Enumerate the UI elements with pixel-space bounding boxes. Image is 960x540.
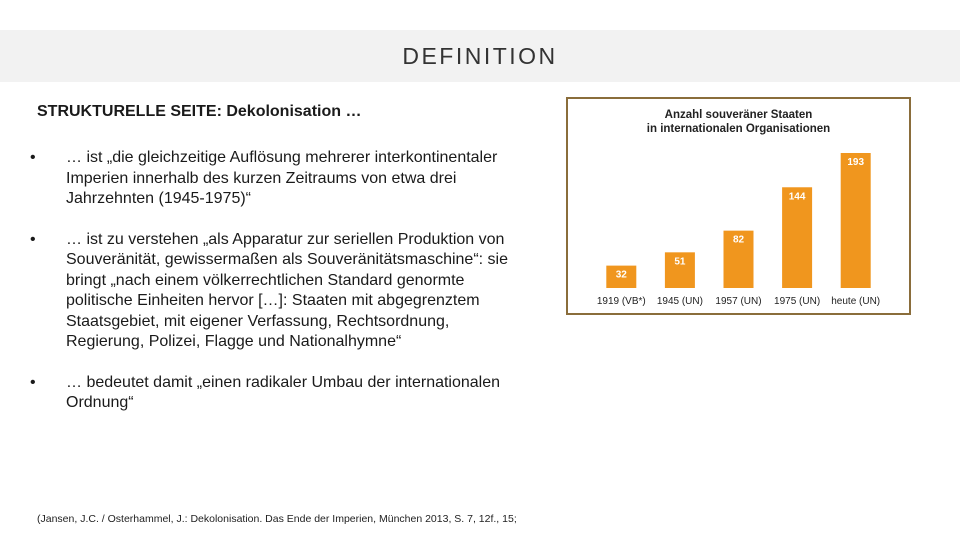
category-tick-label: 1919 (VB*) <box>596 296 646 307</box>
bar-value-label: 32 <box>615 269 627 281</box>
bullet-item <box>30 373 520 414</box>
chart-title-line-2: in internationalen Organisationen <box>646 123 831 135</box>
bar-value-label: 193 <box>847 157 865 168</box>
bar-value-label: 82 <box>732 234 745 246</box>
plot-area <box>597 153 880 307</box>
bullet-text: … ist zu verstehen „als Apparatur zur seriellen Produktion von Souveränität, gewissermaßen als Souveränitätsmaschine“: sie bringt „nach einem völkerrechtlichen Standard genormte politische Einheiten hervor […]: Staaten mit abgegrenztem Staatsgebiet, mit eigener Verfassung, Rechtsordnung, Regierung, Polizei, Flagge und Nationalhymne“ <box>66 230 508 350</box>
section-heading: STRUKTURELLE SEITE: Dekolonisation … <box>37 103 362 120</box>
citation: (Jansen, J.C. / Osterhammel, J.: Dekolonisation. Das Ende der Imperien, München 2013, S. 7, 12f., 15; <box>37 513 517 525</box>
bar-value-label: 51 <box>674 256 686 268</box>
category-tick-label: heute (UN) <box>831 296 881 307</box>
chart-title-line-1: Anzahl souveräner Staaten <box>664 109 813 121</box>
bullet-text: … bedeutet damit „einen radikaler Umbau der internationalen Ordnung“ <box>66 373 501 411</box>
bullet-marker: • <box>30 373 36 391</box>
bar <box>782 187 812 288</box>
bar-chart <box>566 97 911 315</box>
bullet-marker: • <box>30 149 36 166</box>
bullet-list <box>30 148 520 434</box>
bullet-marker: • <box>30 230 36 248</box>
bullet-text: … ist „die gleichzeitige Auflösung mehrerer interkontinentaler Imperien innerhalb des kurzen Zeitraums von etwa drei Jahrzehnten (1945-1975)“ <box>66 149 498 207</box>
slide-title: DEFINITION <box>402 43 558 69</box>
bullet-item <box>30 230 520 353</box>
bullet-item <box>30 148 520 210</box>
category-tick-label: 1945 (UN) <box>656 296 703 307</box>
bar-value-label: 144 <box>788 191 806 203</box>
category-tick-label: 1975 (UN) <box>774 296 821 307</box>
top-bar <box>0 0 960 30</box>
bar <box>841 153 871 288</box>
category-tick-label: 1957 (UN) <box>715 296 762 307</box>
